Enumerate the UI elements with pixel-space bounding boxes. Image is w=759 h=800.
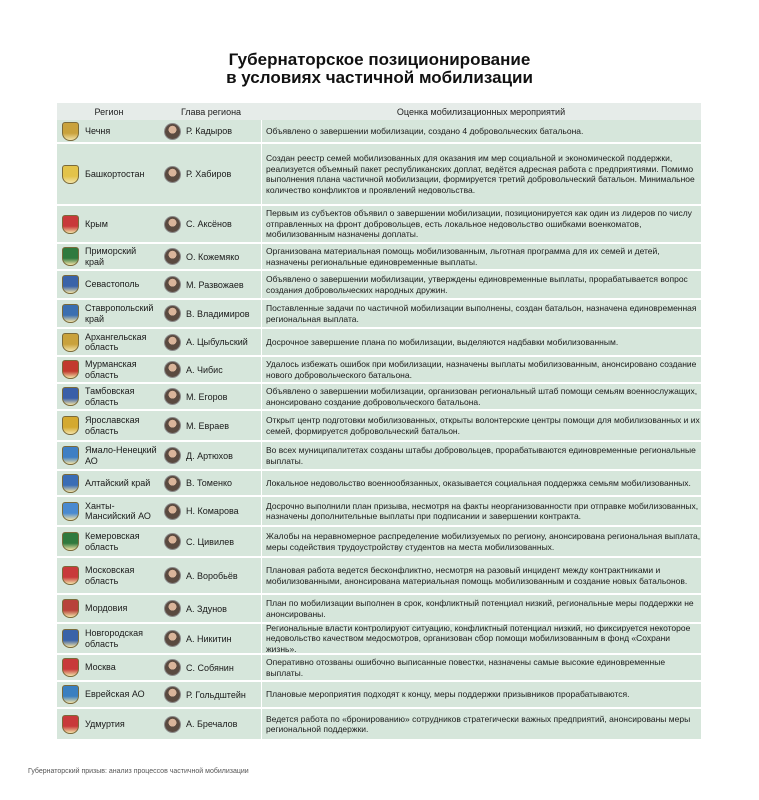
governor-name: А. Здунов — [186, 603, 227, 614]
table-row — [57, 329, 701, 357]
evaluation-text: Объявлено о завершении мобилизации, утверждены единовременные выплаты, прорабатывается вопрос создания добровольческих народных дружин. — [266, 274, 688, 295]
governor-name: А. Цыбульский — [186, 337, 248, 347]
page-title — [0, 51, 759, 87]
region-cell — [57, 595, 161, 622]
evaluation-text: Открыт центр подготовки мобилизованных, открыты волонтерские центры помощи для мобилизованных и их семей, формируется добровольческий батальон. — [266, 415, 700, 436]
evaluation-text: Во всех муниципалитетах созданы штабы добровольцев, прорабатываются единовременные региональные выплаты. — [266, 445, 696, 466]
eval-cell — [261, 300, 701, 327]
evaluation-text: Досрочно выполнили план призыва, несмотря на факты неорганизованности при отправке мобилизованных, назначены дополнительные выплаты при подписании и завершении контракта. — [266, 500, 699, 521]
evaluation-text: Объявлено о завершении мобилизации, создано 4 добровольческих батальона. — [266, 125, 584, 136]
eval-cell — [261, 709, 701, 739]
eval-cell — [261, 411, 701, 440]
region-cell — [57, 682, 161, 707]
governor-avatar — [164, 475, 181, 492]
region-emblem-icon — [62, 599, 79, 618]
region-cell — [57, 497, 161, 525]
governor-name: А. Чибис — [186, 364, 223, 375]
region-emblem-icon — [62, 247, 79, 266]
governor-avatar — [164, 334, 181, 351]
eval-cell — [261, 244, 701, 269]
region-name: Архангельская область — [85, 331, 147, 352]
head-cell — [161, 527, 261, 556]
table-row — [57, 300, 701, 329]
evaluation-text: Региональные власти контролируют ситуацию, конфликтный потенциал низкий, но фиксируется некоторое недовольство качеством медосмотров, организован сбор помощи мобилизованным в фонд «Сохрани жизнь». — [266, 624, 691, 654]
governor-name: А. Никитин — [186, 633, 232, 644]
head-cell — [161, 558, 261, 593]
region-name: Приморский край — [85, 246, 137, 267]
eval-cell — [261, 497, 701, 525]
evaluation-text: Жалобы на неравномерное распределение мобилизуемых по региону, анонсирована региональная выплата, меры содействия трудоустройству студентов на места мобилизованных. — [266, 531, 701, 552]
eval-cell — [261, 120, 701, 142]
header-head: Глава региона — [180, 106, 242, 117]
table-row — [57, 244, 701, 271]
governor-name: В. Владимиров — [186, 308, 250, 319]
table-header — [57, 103, 701, 120]
governor-name: О. Кожемяко — [186, 251, 240, 262]
region-emblem-icon — [62, 629, 79, 648]
table-row — [57, 682, 701, 709]
region-name: Новгородская область — [85, 628, 143, 649]
eval-cell — [261, 206, 701, 242]
region-name: Ямало-Ненецкий АО — [85, 445, 157, 466]
head-cell — [161, 471, 261, 495]
head-cell — [161, 271, 261, 298]
region-name: Мурманская область — [85, 359, 137, 380]
governor-name: М. Евраев — [186, 420, 230, 431]
evaluation-text: План по мобилизации выполнен в срок, конфликтный потенциал низкий, региональные меры поддержки не анонсированы. — [266, 598, 694, 619]
governor-avatar — [164, 361, 181, 378]
table-row — [57, 442, 701, 471]
governor-avatar — [164, 716, 181, 733]
governor-avatar — [164, 123, 181, 140]
table-row — [57, 624, 701, 655]
head-cell — [161, 709, 261, 739]
governor-avatar — [164, 305, 181, 322]
table-row — [57, 411, 701, 442]
eval-cell — [261, 384, 701, 409]
head-cell — [161, 300, 261, 327]
region-cell — [57, 527, 161, 556]
region-name: Еврейская АО — [85, 689, 145, 700]
evaluation-text: Плановые мероприятия подходят к концу, меры поддержки призывников прорабатываются. — [266, 689, 630, 700]
table-row — [57, 655, 701, 682]
eval-cell — [261, 471, 701, 495]
governor-name: А. Бречалов — [186, 719, 238, 729]
governor-avatar — [164, 248, 181, 265]
region-cell — [57, 624, 161, 653]
region-emblem-icon — [62, 360, 79, 379]
head-cell — [161, 206, 261, 242]
governor-avatar — [164, 216, 181, 233]
governor-name: С. Цивилев — [186, 536, 235, 547]
head-cell — [161, 411, 261, 440]
region-name: Ханты- Мансийский АО — [85, 500, 151, 521]
region-emblem-icon — [62, 446, 79, 465]
region-name: Ярославская область — [85, 415, 140, 436]
region-cell — [57, 120, 161, 142]
region-cell — [57, 300, 161, 327]
governor-avatar — [164, 567, 181, 584]
head-cell — [161, 682, 261, 707]
region-name: Мордовия — [85, 603, 128, 614]
evaluation-text: Первым из субъектов объявил о завершении мобилизации, позиционируется как один из лидеров по числу отправленных на фронт добровольцев, есть локальное недовольство ошибками военкоматов, мобилизованным назначены доплаты. — [266, 208, 692, 240]
governor-name: Д. Артюхов — [186, 450, 233, 461]
table-row — [57, 384, 701, 411]
governor-avatar — [164, 447, 181, 464]
evaluation-text: Ведется работа по «бронированию» сотрудников стратегически важных предприятий, анонсированы меры региональной поддержки. — [266, 713, 691, 734]
table-row — [57, 206, 701, 244]
region-cell — [57, 271, 161, 298]
eval-cell — [261, 357, 701, 382]
head-cell — [161, 595, 261, 622]
region-emblem-icon — [62, 215, 79, 234]
eval-cell — [261, 329, 701, 355]
region-emblem-icon — [62, 333, 79, 352]
governor-avatar — [164, 659, 181, 676]
region-emblem-icon — [62, 715, 79, 734]
title-line-2: в условиях частичной мобилизации — [226, 68, 533, 87]
table-row — [57, 527, 701, 558]
region-cell — [57, 357, 161, 382]
region-emblem-icon — [62, 122, 79, 141]
governor-name: Р. Гольдштейн — [186, 689, 246, 700]
region-cell — [57, 558, 161, 593]
region-emblem-icon — [62, 532, 79, 551]
region-emblem-icon — [62, 685, 79, 704]
table-row — [57, 357, 701, 384]
region-name: Крым — [85, 218, 108, 229]
region-cell — [57, 655, 161, 680]
head-cell — [161, 329, 261, 355]
region-cell — [57, 709, 161, 739]
evaluation-text: Создан реестр семей мобилизованных для оказания им мер социальной и экономической поддержки, реализуется объемный пакет республиканских доплат, ведётся адресная работа с предприятиями. Помимо выполнения плана частичной мобилизации, формируется третий добровольческий батальон. Минимальное количество конфликтов и проявлений недовольства. — [266, 153, 695, 195]
region-cell — [57, 384, 161, 409]
governor-name: С. Собянин — [186, 662, 234, 673]
table-row — [57, 595, 701, 624]
governor-name: М. Развожаев — [186, 279, 244, 290]
region-emblem-icon — [62, 165, 79, 184]
governor-name: Р. Кадыров — [186, 126, 233, 136]
governor-avatar — [164, 276, 181, 293]
region-cell — [57, 144, 161, 204]
footer-caption: Губернаторский призыв: анализ процессов частичной мобилизации — [28, 768, 249, 775]
region-emblem-icon — [62, 387, 79, 406]
head-cell — [161, 442, 261, 469]
eval-cell — [261, 144, 701, 204]
region-name: Чечня — [85, 125, 111, 136]
head-cell — [161, 655, 261, 680]
region-name: Севастополь — [85, 279, 140, 290]
region-emblem-icon — [62, 658, 79, 677]
governor-avatar — [164, 388, 181, 405]
region-emblem-icon — [62, 474, 79, 493]
region-name: Алтайский край — [85, 477, 151, 488]
eval-cell — [261, 655, 701, 680]
table-row — [57, 471, 701, 497]
region-emblem-icon — [62, 416, 79, 435]
governor-avatar — [164, 600, 181, 617]
table-row — [57, 497, 701, 527]
governor-name: М. Егоров — [186, 391, 228, 402]
evaluation-text: Досрочное завершение плана по мобилизации, выделяются надбавки мобилизованным. — [266, 336, 619, 347]
governor-avatar — [164, 533, 181, 550]
head-cell — [161, 624, 261, 653]
region-emblem-icon — [62, 566, 79, 585]
governor-name: А. Воробьёв — [186, 570, 238, 581]
region-cell — [57, 244, 161, 269]
region-cell — [57, 329, 161, 355]
evaluation-text: Организована материальная помощь мобилизованным, льготная программа для их семей и детей, назначены региональные единовременные выплаты. — [266, 246, 660, 267]
region-emblem-icon — [62, 304, 79, 323]
governors-table — [57, 103, 701, 741]
governor-avatar — [164, 503, 181, 520]
head-cell — [161, 144, 261, 204]
region-cell — [57, 206, 161, 242]
table-body — [57, 120, 701, 741]
head-cell — [161, 497, 261, 525]
evaluation-text: Локальное недовольство военнообязанных, оказывается социальная поддержка семьям мобилизованных. — [266, 477, 691, 488]
region-cell — [57, 442, 161, 469]
eval-cell — [261, 682, 701, 707]
governor-name: Н. Комарова — [186, 506, 239, 516]
region-name: Кемеровская область — [85, 531, 140, 552]
region-cell — [57, 471, 161, 495]
region-name: Москва — [85, 662, 116, 673]
eval-cell — [261, 558, 701, 593]
region-name: Тамбовская область — [85, 386, 135, 407]
title-line-1: Губернаторское позиционирование — [228, 50, 531, 69]
governor-name: Р. Хабиров — [186, 169, 232, 179]
head-cell — [161, 357, 261, 382]
eval-cell — [261, 442, 701, 469]
eval-cell — [261, 271, 701, 298]
governor-name: С. Аксёнов — [186, 219, 232, 229]
eval-cell — [261, 624, 701, 653]
header-eval: Оценка мобилизационных мероприятий — [396, 106, 566, 117]
region-name: Башкортостан — [85, 168, 145, 179]
governor-avatar — [164, 166, 181, 183]
table-row — [57, 120, 701, 144]
evaluation-text: Оперативно отозваны ошибочно выписанные повестки, назначены самые высокие единовременные выплаты. — [266, 657, 666, 678]
region-emblem-icon — [62, 275, 79, 294]
region-cell — [57, 411, 161, 440]
evaluation-text: Плановая работа ведется бесконфликтно, несмотря на разовый инцидент между контрактниками и мобилизованными, анонсирована материальная помощь мобилизованным и создание новых батальонов. — [266, 565, 688, 586]
evaluation-text: Поставленные задачи по частичной мобилизации выполнены, создан батальон, назначена единовременная региональная выплата. — [266, 303, 697, 324]
eval-cell — [261, 527, 701, 556]
evaluation-text: Удалось избежать ошибок при мобилизации, назначены выплаты мобилизованным, анонсировано создание нового добровольческого батальона. — [266, 359, 697, 380]
head-cell — [161, 120, 261, 142]
region-name: Московская область — [85, 565, 135, 586]
head-cell — [161, 244, 261, 269]
region-name: Ставропольский край — [85, 303, 154, 324]
region-name: Удмуртия — [85, 718, 125, 729]
table-row — [57, 144, 701, 206]
governor-name: В. Томенко — [186, 478, 233, 488]
table-row — [57, 558, 701, 595]
table-row — [57, 709, 701, 741]
table-row — [57, 271, 701, 300]
governor-avatar — [164, 417, 181, 434]
evaluation-text: Объявлено о завершении мобилизации, организован региональный штаб помощи семьям военнослужащих, анонсировано создание добровольческого батальона. — [266, 386, 698, 407]
governor-avatar — [164, 686, 181, 703]
eval-cell — [261, 595, 701, 622]
region-emblem-icon — [62, 502, 79, 521]
governor-avatar — [164, 630, 181, 647]
head-cell — [161, 384, 261, 409]
header-region: Регион — [94, 106, 124, 117]
